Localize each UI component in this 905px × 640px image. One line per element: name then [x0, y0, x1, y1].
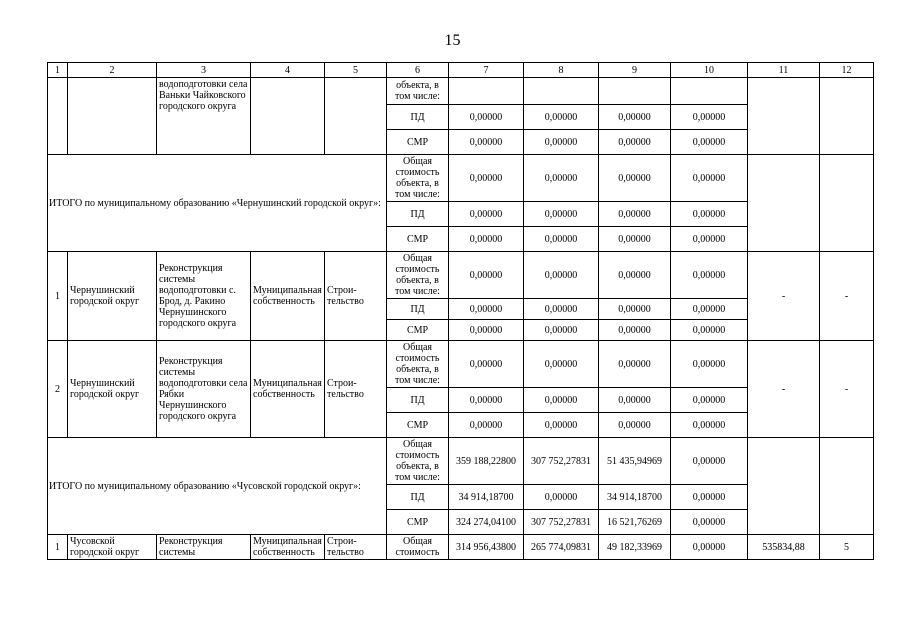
- value-cell: 0,00000: [449, 202, 524, 227]
- value-cell: 34 914,18700: [449, 485, 524, 510]
- value-cell: 0,00000: [599, 388, 671, 413]
- column-number-row: [48, 63, 874, 78]
- col-header: 10: [671, 63, 748, 78]
- municipality: Чернушинский городской округ: [68, 252, 157, 341]
- col-header: 8: [524, 63, 599, 78]
- col-header: 12: [820, 63, 874, 78]
- value-cell: 34 914,18700: [599, 485, 671, 510]
- cell-empty: [820, 78, 874, 155]
- cell-empty: [599, 78, 671, 105]
- value-cell: 0,00000: [524, 227, 599, 252]
- col-header: 3: [157, 63, 251, 78]
- value-cell: 16 521,76269: [599, 510, 671, 535]
- value-cell: 0,00000: [449, 155, 524, 202]
- cell-empty: [325, 78, 387, 155]
- ownership: Муниципальная собственность: [251, 535, 325, 560]
- col11-value: -: [748, 341, 820, 438]
- work-type: Строи- тельство: [325, 535, 387, 560]
- value-cell: 307 752,27831: [524, 510, 599, 535]
- col11-value: 535834,88: [748, 535, 820, 560]
- row-label: ПД: [387, 202, 449, 227]
- row-label: ПД: [387, 105, 449, 130]
- value-cell: 0,00000: [599, 413, 671, 438]
- col12-value: -: [820, 252, 874, 341]
- value-cell: 0,00000: [449, 227, 524, 252]
- ownership: Муниципальная собственность: [251, 252, 325, 341]
- value-cell: 0,00000: [671, 105, 748, 130]
- value-cell: 49 182,33969: [599, 535, 671, 560]
- project-name: Реконструкция системы: [157, 535, 251, 560]
- project-name: водоподготовки села Ваньки Чайковского городского округа: [157, 78, 251, 155]
- total-label: ИТОГО по муниципальному образованию «Чусовской городской округ»:: [48, 438, 387, 535]
- value-cell: 0,00000: [524, 413, 599, 438]
- cell-empty: [820, 155, 874, 252]
- value-cell: 0,00000: [671, 388, 748, 413]
- cell-empty: [748, 155, 820, 252]
- row-label: ПД: [387, 299, 449, 320]
- value-cell: 0,00000: [449, 413, 524, 438]
- value-cell: 0,00000: [671, 535, 748, 560]
- value-cell: 0,00000: [671, 341, 748, 388]
- cost-label: объекта, в том числе:: [387, 78, 449, 105]
- value-cell: 0,00000: [449, 320, 524, 341]
- value-cell: 0,00000: [449, 388, 524, 413]
- col-header: 5: [325, 63, 387, 78]
- value-cell: 0,00000: [671, 202, 748, 227]
- value-cell: 0,00000: [671, 130, 748, 155]
- table-row: [48, 341, 874, 388]
- work-type: Строи- тельство: [325, 252, 387, 341]
- table-row: [48, 535, 874, 560]
- row-label: СМР: [387, 510, 449, 535]
- col12-value: 5: [820, 535, 874, 560]
- cell-empty: [671, 78, 748, 105]
- col-header: 7: [449, 63, 524, 78]
- cell-empty: [48, 78, 68, 155]
- value-cell: 0,00000: [524, 252, 599, 299]
- cost-label: Общая стоимость объекта, в том числе:: [387, 252, 449, 299]
- item-number: 1: [48, 252, 68, 341]
- value-cell: 307 752,27831: [524, 438, 599, 485]
- work-type: Строи- тельство: [325, 341, 387, 438]
- value-cell: 0,00000: [524, 341, 599, 388]
- value-cell: 0,00000: [524, 485, 599, 510]
- table-row: [48, 438, 874, 485]
- page-number: 15: [444, 32, 461, 49]
- value-cell: 0,00000: [449, 130, 524, 155]
- value-cell: 0,00000: [599, 130, 671, 155]
- municipality: Чернушинский городской округ: [68, 341, 157, 438]
- item-number: 1: [48, 535, 68, 560]
- row-label: СМР: [387, 227, 449, 252]
- value-cell: 0,00000: [671, 252, 748, 299]
- value-cell: 0,00000: [671, 320, 748, 341]
- table-row: [48, 78, 874, 105]
- value-cell: 314 956,43800: [449, 535, 524, 560]
- cost-label: Общая стоимость объекта, в том числе:: [387, 438, 449, 485]
- value-cell: 0,00000: [524, 299, 599, 320]
- value-cell: 0,00000: [599, 299, 671, 320]
- col-header: 11: [748, 63, 820, 78]
- row-label: ПД: [387, 388, 449, 413]
- value-cell: 0,00000: [671, 227, 748, 252]
- value-cell: 0,00000: [599, 105, 671, 130]
- col-header: 1: [48, 63, 68, 78]
- table-row: [48, 155, 874, 202]
- cell-empty: [524, 78, 599, 105]
- col-header: 9: [599, 63, 671, 78]
- value-cell: 0,00000: [449, 105, 524, 130]
- value-cell: 0,00000: [524, 130, 599, 155]
- col12-value: -: [820, 341, 874, 438]
- col-header: 6: [387, 63, 449, 78]
- value-cell: 0,00000: [524, 202, 599, 227]
- row-label: СМР: [387, 413, 449, 438]
- cost-label: Общая стоимость: [387, 535, 449, 560]
- col-header: 4: [251, 63, 325, 78]
- cell-empty: [449, 78, 524, 105]
- cost-label: Общая стоимость объекта, в том числе:: [387, 155, 449, 202]
- value-cell: 265 774,09831: [524, 535, 599, 560]
- value-cell: 0,00000: [599, 341, 671, 388]
- ownership: Муниципальная собственность: [251, 341, 325, 438]
- row-label: ПД: [387, 485, 449, 510]
- value-cell: 0,00000: [599, 155, 671, 202]
- value-cell: 0,00000: [524, 105, 599, 130]
- cell-empty: [68, 78, 157, 155]
- row-label: СМР: [387, 320, 449, 341]
- row-label: СМР: [387, 130, 449, 155]
- value-cell: 0,00000: [449, 299, 524, 320]
- budget-table: [47, 62, 874, 560]
- value-cell: 51 435,94969: [599, 438, 671, 485]
- col-header: 2: [68, 63, 157, 78]
- value-cell: 0,00000: [671, 438, 748, 485]
- value-cell: 0,00000: [671, 299, 748, 320]
- value-cell: 0,00000: [671, 413, 748, 438]
- value-cell: 0,00000: [449, 341, 524, 388]
- cell-empty: [748, 78, 820, 155]
- item-number: 2: [48, 341, 68, 438]
- municipality: Чусовской городской округ: [68, 535, 157, 560]
- value-cell: 0,00000: [524, 155, 599, 202]
- value-cell: 0,00000: [599, 227, 671, 252]
- project-name: Реконструкция системы водоподготовки с. Брод, д. Ракино Чернушинского городского округа: [157, 252, 251, 341]
- value-cell: 359 188,22800: [449, 438, 524, 485]
- value-cell: 0,00000: [524, 388, 599, 413]
- table-row: [48, 252, 874, 299]
- value-cell: 0,00000: [449, 252, 524, 299]
- total-label: ИТОГО по муниципальному образованию «Чернушинский городской округ»:: [48, 155, 387, 252]
- project-name: Реконструкция системы водоподготовки села Рябки Чернушинского городского округа: [157, 341, 251, 438]
- value-cell: 324 274,04100: [449, 510, 524, 535]
- value-cell: 0,00000: [599, 252, 671, 299]
- value-cell: 0,00000: [671, 510, 748, 535]
- value-cell: 0,00000: [671, 155, 748, 202]
- value-cell: 0,00000: [599, 320, 671, 341]
- cell-empty: [251, 78, 325, 155]
- cost-label: Общая стоимость объекта, в том числе:: [387, 341, 449, 388]
- value-cell: 0,00000: [671, 485, 748, 510]
- col11-value: -: [748, 252, 820, 341]
- value-cell: 0,00000: [599, 202, 671, 227]
- cell-empty: [820, 438, 874, 535]
- value-cell: 0,00000: [524, 320, 599, 341]
- cell-empty: [748, 438, 820, 535]
